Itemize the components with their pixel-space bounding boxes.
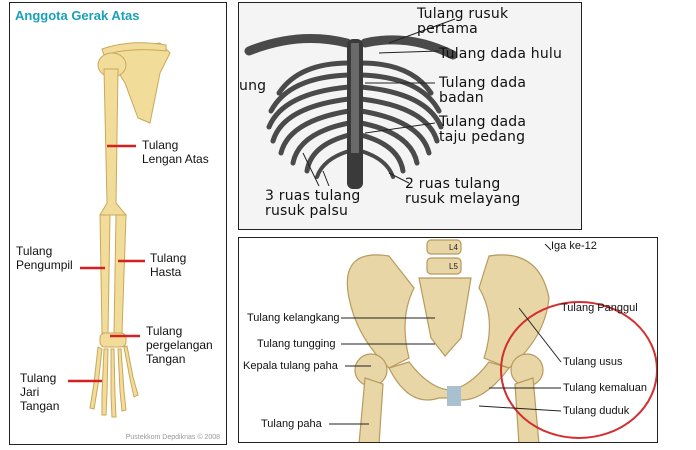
label-ischium: Tulang duduk [563,405,630,417]
pelvis-panel [238,237,658,443]
label-l5: L5 [449,262,458,271]
label-floating-ribs: 2 ruas tulang rusuk melayang [405,176,521,207]
label-ulna: Tulang Pengumpil [16,244,73,272]
label-xiphoid: Tulang dada taju pedang [439,114,527,145]
label-radius: Tulang Hasta [150,251,187,279]
label-phalanges: Tulang Jari Tangan [20,371,60,413]
label-femur: Tulang paha [261,418,322,430]
label-hip: Tulang Panggul [561,302,638,314]
label-sacrum: Tulang kelangkang [247,312,340,324]
arm-panel-title: Anggota Gerak Atas [15,8,140,23]
upper-limb-panel [9,2,227,445]
label-cut-text: ung [239,78,267,94]
label-carpal: Tulang pergelangan Tangan [146,324,213,366]
label-pubis: Tulang kemaluan [563,382,647,394]
credit-text: Pustekkom Depdiknas © 2008 [125,434,220,441]
label-ilium: Tulang usus [563,356,623,368]
label-femur-head: Kepala tulang paha [243,360,338,372]
label-rib12: Iga ke-12 [551,240,597,252]
label-humerus: Tulang Lengan Atas [142,138,209,166]
ribcage-panel [238,2,582,230]
label-false-ribs: 3 ruas tulang rusuk palsu [265,188,361,219]
label-manubrium: Tulang dada hulu [439,46,563,62]
label-sternum-body: Tulang dada badan [439,75,527,106]
label-first-rib: Tulang rusuk pertama [417,6,509,37]
label-l4: L4 [449,243,458,252]
label-coccyx: Tulang tungging [257,338,336,350]
